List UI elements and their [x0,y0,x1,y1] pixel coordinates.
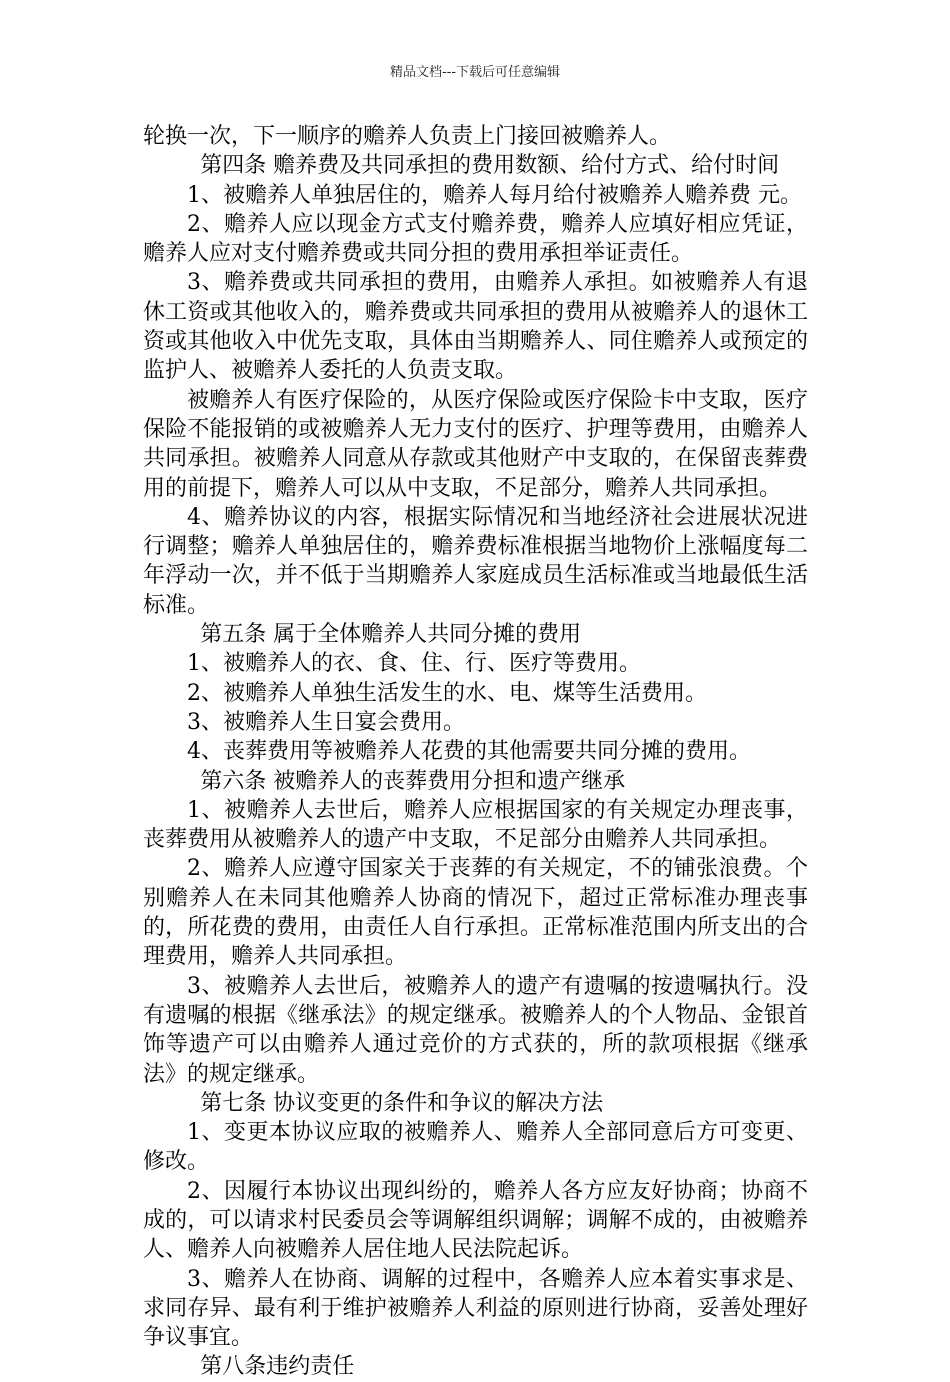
paragraph: 2、赡养人应遵守国家关于丧葬的有关规定，不的铺张浪费。个别赡养人在未同其他赡养人协商的情况下，超过正常标准办理丧事的，所花费的费用，由责任人自行承担。正常标准范围内所支出的合理费用，赡养人共同承担。 [143,856,808,970]
paragraph: 1、变更本协议应取的被赡养人、赡养人全部同意后方可变更、修改。 [143,1120,808,1175]
paragraph: 3、被赡养人生日宴会费用。 [187,709,465,735]
paragraph: 1、被赡养人去世后，赡养人应根据国家的有关规定办理丧事，丧葬费用从被赡养人的遗产中支取，不足部分由赡养人共同承担。 [143,797,808,853]
paragraph: 1、被赡养人单独居住的，赡养人每月给付被赡养人赡养费 元。 [187,182,802,208]
paragraph: 2、赡养人应以现金方式支付赡养费，赡养人应填好相应凭证，赡养人应对支付赡养费或共同分担的费用承担举证责任。 [143,211,808,267]
paragraph: 1、被赡养人的衣、食、住、行、医疗等费用。 [187,651,641,677]
paragraph: 4、丧葬费用等被赡养人花费的其他需要共同分摊的费用。 [187,739,751,765]
paragraph: 3、被赡养人去世后，被赡养人的遗产有遗嘱的按遗嘱执行。没有遗嘱的根据《继承法》的规定继承。被赡养人的个人物品、金银首饰等遗产可以由赡养人通过竞价的方式获的，所的款项根据《继承法》的规定继承。 [143,973,808,1087]
paragraph: 2、被赡养人单独生活发生的水、电、煤等生活费用。 [187,680,707,706]
page-header: 精品文档---下载后可任意编辑 [389,65,561,80]
section-heading-8: 第八条违约责任 [200,1354,355,1380]
paragraph: 被赡养人有医疗保险的，从医疗保险或医疗保险卡中支取，医疗保险不能报销的或被赡养人无力支付的医疗、护理等费用，由赡养人共同承担。被赡养人同意从存款或其他财产中支取的，在保留丧葬费用的前提下，赡养人可以从中支取，不足部分，赡养人共同承担。 [143,387,808,501]
document-body [143,122,808,1382]
paragraph: 2、因履行本协议出现纠纷的，赡养人各方应友好协商；协商不成的，可以请求村民委员会等调解组织调解；调解不成的，由被赡养人、赡养人向被赡养人居住地人民法院起诉。 [143,1178,808,1263]
section-heading-5: 第五条 属于全体赡养人共同分摊的费用 [200,622,582,648]
paragraph: 4、赡养协议的内容，根据实际情况和当地经济社会进展状况进行调整；赡养人单独居住的，赡养费标准根据当地物价上涨幅度每二年浮动一次，并不低于当期赡养人家庭成员生活标准或当地最低生活标准。 [143,504,808,618]
section-heading-4: 第四条 赡养费及共同承担的费用数额、给付方式、给付时间 [200,153,780,179]
section-heading-6: 第六条 被赡养人的丧葬费用分担和遗产继承 [200,768,626,794]
paragraph: 轮换一次，下一顺序的赡养人负责上门接回被赡养人。 [143,124,672,149]
section-heading-7: 第七条 协议变更的条件和争议的解决方法 [200,1090,604,1116]
paragraph: 3、赡养费或共同承担的费用，由赡养人承担。如被赡养人有退休工资或其他收入的，赡养费或共同承担的费用从被赡养人的退休工资或其他收入中优先支取，具体由当期赡养人、同住赡养人或预定的监护人、被赡养人委托的人负责支取。 [143,270,808,384]
paragraph: 3、赡养人在协商、调解的过程中，各赡养人应本着实事求是、求同存异、最有利于维护被赡养人利益的原则进行协商，妥善处理好争议事宜。 [143,1266,808,1351]
